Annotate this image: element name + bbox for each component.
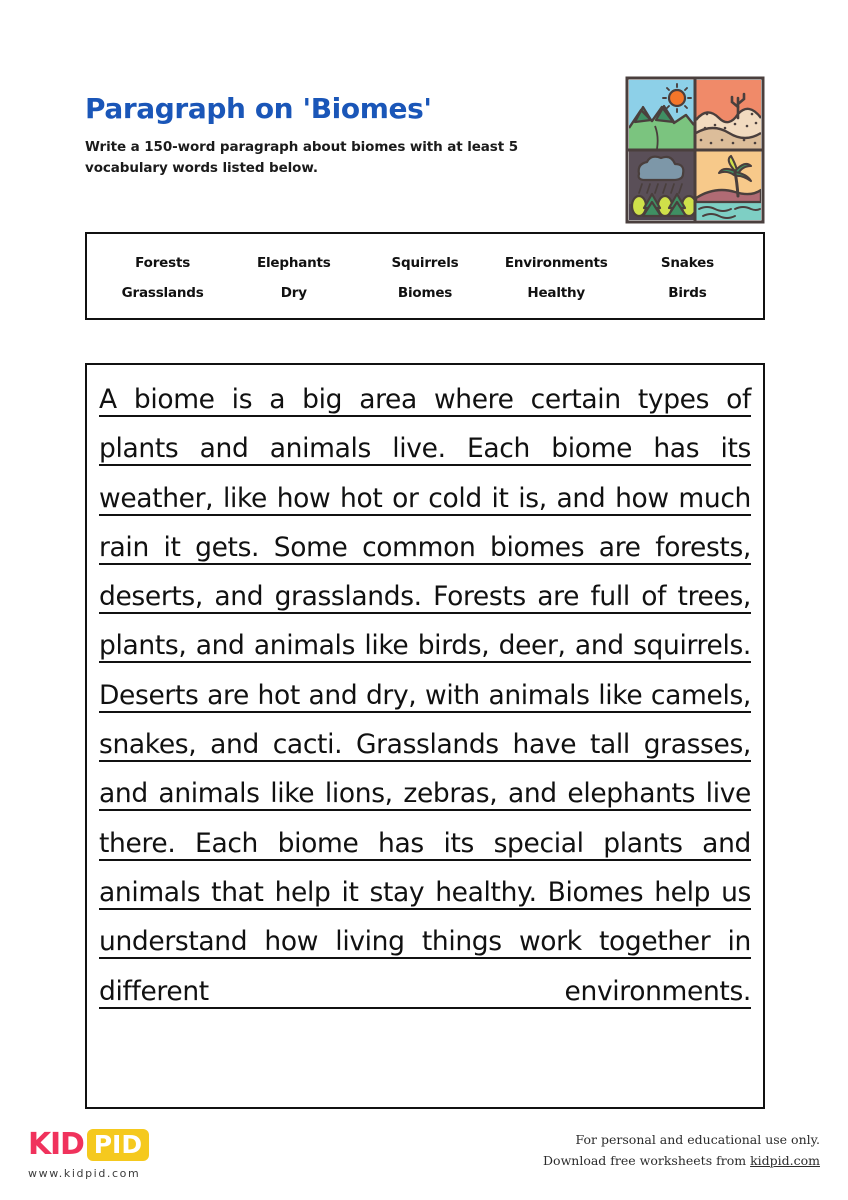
logo-website-url: www.kidpid.com	[28, 1167, 141, 1180]
vocabulary-row	[97, 248, 753, 278]
worksheet-instructions: Write a 150-word paragraph about biomes with at least 5 vocabulary words listed below.	[85, 138, 518, 176]
vocabulary-word: Forests	[135, 255, 191, 271]
vocabulary-word: Environments	[504, 255, 608, 271]
vocabulary-word: Grasslands	[121, 285, 204, 301]
header-text-block	[85, 94, 555, 179]
vocabulary-word: Biomes	[397, 285, 453, 301]
vocabulary-word: Birds	[668, 285, 707, 301]
vocabulary-word-bank	[85, 232, 765, 320]
vocabulary-word: Elephants	[256, 255, 331, 271]
quadrant-desert-icon	[696, 80, 761, 149]
quadrant-rainy-forest-icon	[629, 151, 696, 220]
paragraph-answer-box[interactable]	[85, 363, 765, 1109]
logo-pid-text: PID	[87, 1129, 149, 1161]
kidpid-link[interactable]: kidpid.com	[750, 1152, 820, 1168]
credit-line-download	[543, 1151, 820, 1172]
credit-download-prefix: Download free worksheets from	[543, 1152, 751, 1168]
paragraph-answer-text[interactable]: A biome is a big area where certain types of plants and animals live. Each biome has its weather, like how hot or cold it is, and how much rain it gets. Some common biomes are forests, deserts, and grasslands. Forests are full of trees, plants, and animals like birds, deer, and squirrels. Deserts are hot and dry, with animals like camels, snakes, and cacti. Grasslands have tall grasses, and animals like lions, zebras, and elephants live there. Each biome has its special plants and animals that help it stay healthy. Biomes help us understand how living things work together in different environments.	[99, 384, 751, 1007]
kidpid-logo	[28, 1128, 208, 1180]
footer-credits	[543, 1130, 820, 1171]
vocabulary-word: Healthy	[527, 285, 586, 301]
logo-mark	[28, 1128, 208, 1162]
vocabulary-word: Snakes	[660, 255, 714, 271]
quadrant-grassland-icon	[629, 80, 694, 149]
worksheet-header	[85, 70, 765, 230]
vocabulary-word: Dry	[280, 285, 307, 301]
logo-kid-text: KID	[28, 1127, 84, 1162]
credit-line-usage: For personal and educational use only.	[575, 1132, 820, 1147]
quadrant-beach-icon	[696, 151, 761, 220]
page-title: Paragraph on 'Biomes'	[85, 92, 432, 125]
vocabulary-row	[97, 278, 753, 308]
biomes-illustration	[625, 76, 765, 224]
vocabulary-word: Squirrels	[391, 255, 459, 271]
page-footer	[0, 1118, 848, 1200]
